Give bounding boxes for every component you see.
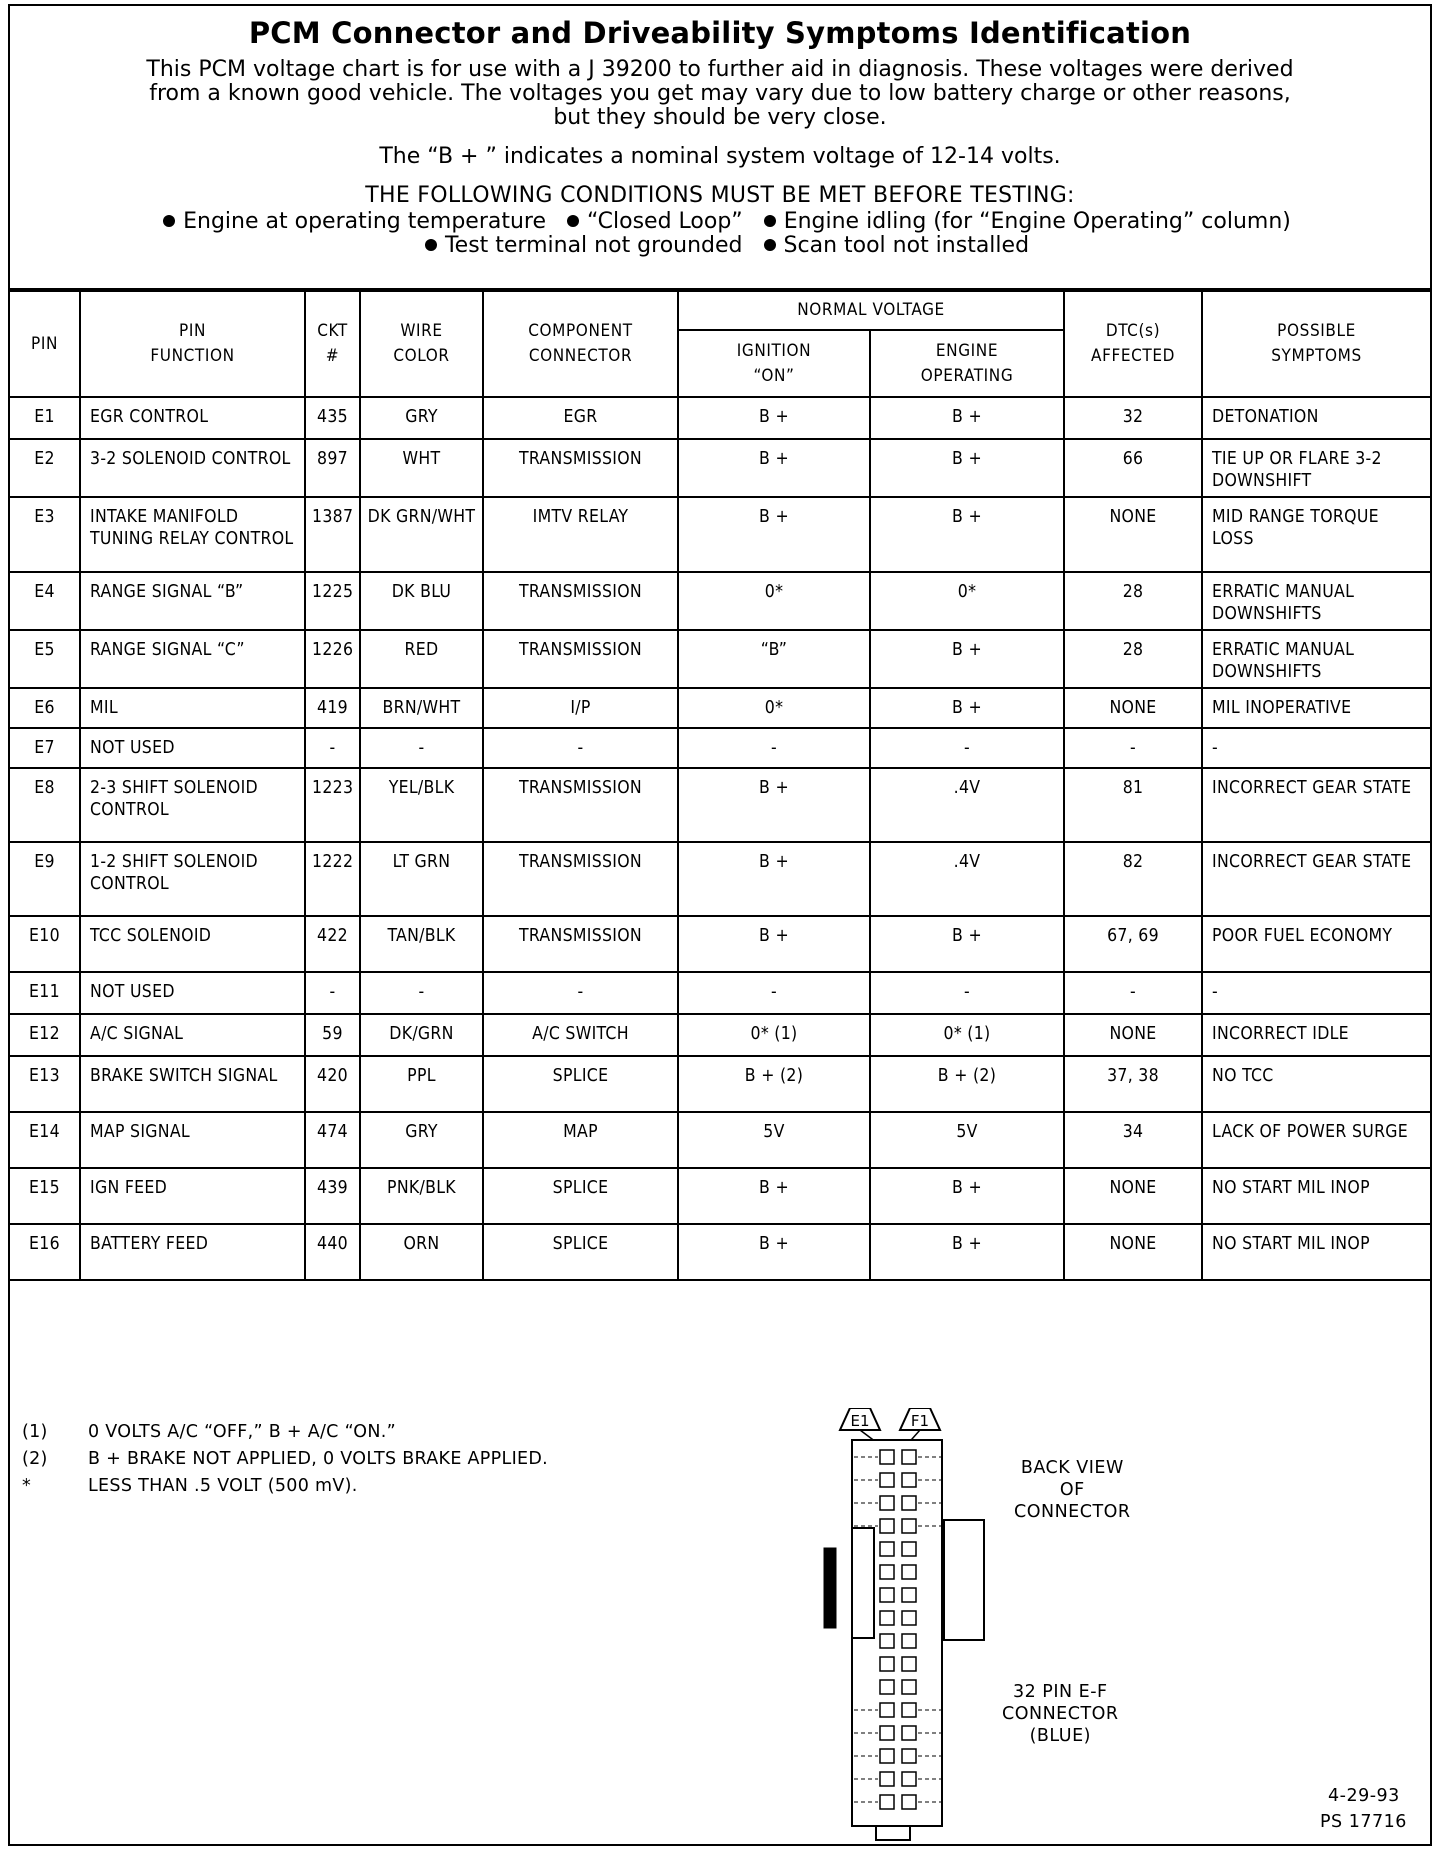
e-pin-cavity — [880, 1772, 894, 1786]
ckt-cell: 474 — [305, 1112, 360, 1168]
table-row — [10, 397, 1430, 439]
engine-voltage-cell: - — [870, 972, 1064, 1014]
wire-color-cell: LT GRN — [360, 842, 483, 916]
wire-color-cell: DK BLU — [360, 572, 483, 630]
engine-voltage-cell: B + — [870, 630, 1064, 688]
dtc-cell: 34 — [1064, 1112, 1202, 1168]
dtc-cell: 28 — [1064, 630, 1202, 688]
function-cell: 1-2 SHIFT SOLENOID CONTROL — [80, 842, 305, 916]
pin-cell: E13 — [10, 1056, 80, 1112]
back-view-label: BACK VIEW OF CONNECTOR — [1014, 1458, 1131, 1522]
table-row — [10, 728, 1430, 768]
function-cell: A/C SIGNAL — [80, 1014, 305, 1056]
pin-cell: E11 — [10, 972, 80, 1014]
component-cell: A/C SWITCH — [483, 1014, 678, 1056]
wire-color-cell: DK/GRN — [360, 1014, 483, 1056]
table-row — [10, 1056, 1430, 1112]
conditions-line-1 — [10, 210, 1430, 234]
ckt-cell: 59 — [305, 1014, 360, 1056]
component-cell: SPLICE — [483, 1168, 678, 1224]
symptoms-cell: MIL INOPERATIVE — [1202, 688, 1430, 728]
component-cell: - — [483, 728, 678, 768]
function-cell: 3-2 SOLENOID CONTROL — [80, 439, 305, 497]
function-cell: NOT USED — [80, 728, 305, 768]
wire-color-cell: GRY — [360, 1112, 483, 1168]
bullet-icon — [567, 215, 579, 227]
ckt-cell: 1387 — [305, 497, 360, 572]
ckt-cell: 1225 — [305, 572, 360, 630]
symptoms-cell: MID RANGE TORQUE LOSS — [1202, 497, 1430, 572]
footnote-3: * LESS THAN .5 VOLT (500 mV). — [22, 1476, 358, 1496]
pcm-voltage-table — [10, 290, 1430, 1281]
connector-tab — [852, 1528, 874, 1638]
table-row — [10, 1224, 1430, 1280]
dtc-cell: 37, 38 — [1064, 1056, 1202, 1112]
function-cell: IGN FEED — [80, 1168, 305, 1224]
f-pin-cavity — [902, 1450, 916, 1464]
component-cell: TRANSMISSION — [483, 842, 678, 916]
table-row — [10, 1112, 1430, 1168]
connector-diagram — [822, 1408, 1008, 1842]
symptoms-cell: - — [1202, 972, 1430, 1014]
connector-key — [876, 1826, 910, 1840]
f-pin-cavity — [902, 1703, 916, 1717]
f-pin-cavity — [902, 1542, 916, 1556]
function-cell: NOT USED — [80, 972, 305, 1014]
wire-color-cell: BRN/WHT — [360, 688, 483, 728]
connector-latch — [944, 1520, 984, 1640]
ignition-voltage-cell: B + — [678, 842, 870, 916]
f-pin-cavity — [902, 1588, 916, 1602]
table-row — [10, 630, 1430, 688]
f-pin-cavity — [902, 1726, 916, 1740]
header-symptoms: POSSIBLE SYMPTOMS — [1202, 291, 1430, 397]
pin-cell: E3 — [10, 497, 80, 572]
engine-voltage-cell: B + — [870, 497, 1064, 572]
ckt-cell: - — [305, 728, 360, 768]
dtc-cell: NONE — [1064, 1224, 1202, 1280]
engine-voltage-cell: B + — [870, 439, 1064, 497]
f-pin-cavity — [902, 1772, 916, 1786]
document-id: PS 17716 — [1320, 1812, 1407, 1832]
pin-cell: E7 — [10, 728, 80, 768]
dtc-cell: NONE — [1064, 1168, 1202, 1224]
component-cell: TRANSMISSION — [483, 572, 678, 630]
table-row — [10, 842, 1430, 916]
engine-voltage-cell: B + — [870, 916, 1064, 972]
function-cell: INTAKE MANIFOLD TUNING RELAY CONTROL — [80, 497, 305, 572]
wire-color-cell: TAN/BLK — [360, 916, 483, 972]
f-pin-cavity — [902, 1657, 916, 1671]
e-pin-cavity — [880, 1749, 894, 1763]
dtc-cell: - — [1064, 728, 1202, 768]
bullet-icon — [425, 239, 437, 251]
symptoms-cell: ERRATIC MANUAL DOWNSHIFTS — [1202, 572, 1430, 630]
engine-voltage-cell: B + — [870, 397, 1064, 439]
pin-cell: E1 — [10, 397, 80, 439]
wire-color-cell: WHT — [360, 439, 483, 497]
ignition-voltage-cell: - — [678, 728, 870, 768]
symptoms-cell: NO START MIL INOP — [1202, 1224, 1430, 1280]
table-row — [10, 768, 1430, 842]
component-cell: EGR — [483, 397, 678, 439]
ckt-cell: - — [305, 972, 360, 1014]
pin-cell: E10 — [10, 916, 80, 972]
condition-item: Engine idling (for “Engine Operating” column) — [783, 209, 1291, 234]
symptoms-cell: DETONATION — [1202, 397, 1430, 439]
component-cell: SPLICE — [483, 1224, 678, 1280]
ckt-cell: 420 — [305, 1056, 360, 1112]
bullet-icon — [764, 215, 776, 227]
ignition-voltage-cell: B + — [678, 497, 870, 572]
engine-voltage-cell: B + — [870, 1168, 1064, 1224]
component-cell: TRANSMISSION — [483, 439, 678, 497]
ckt-cell: 419 — [305, 688, 360, 728]
e1-label: E1 — [850, 1412, 870, 1430]
ckt-cell: 439 — [305, 1168, 360, 1224]
wire-color-cell: GRY — [360, 397, 483, 439]
ignition-voltage-cell: B + — [678, 916, 870, 972]
header-dtc: DTC(s) AFFECTED — [1064, 291, 1202, 397]
e-pin-cavity — [880, 1473, 894, 1487]
ckt-cell: 897 — [305, 439, 360, 497]
function-cell: MAP SIGNAL — [80, 1112, 305, 1168]
table-row — [10, 572, 1430, 630]
f-pin-cavity — [902, 1565, 916, 1579]
f-pin-cavity — [902, 1611, 916, 1625]
pin-cell: E9 — [10, 842, 80, 916]
symptoms-cell: TIE UP OR FLARE 3-2 DOWNSHIFT — [1202, 439, 1430, 497]
e-pin-cavity — [880, 1680, 894, 1694]
pin-cell: E8 — [10, 768, 80, 842]
intro-line-3: but they should be very close. — [553, 105, 887, 130]
e-pin-cavity — [880, 1657, 894, 1671]
header-normal-voltage: NORMAL VOLTAGE — [678, 291, 1064, 330]
symptoms-cell: LACK OF POWER SURGE — [1202, 1112, 1430, 1168]
f-pin-cavity — [902, 1795, 916, 1809]
component-cell: TRANSMISSION — [483, 768, 678, 842]
condition-item: Engine at operating temperature — [183, 209, 547, 234]
table-row — [10, 972, 1430, 1014]
conditions-line-2 — [10, 234, 1430, 258]
symptoms-cell: NO START MIL INOP — [1202, 1168, 1430, 1224]
ckt-cell: 1226 — [305, 630, 360, 688]
table-row — [10, 688, 1430, 728]
header-wire-color: WIRE COLOR — [360, 291, 483, 397]
pin-cell: E16 — [10, 1224, 80, 1280]
e-pin-cavity — [880, 1795, 894, 1809]
pin-cell: E14 — [10, 1112, 80, 1168]
wire-color-cell: DK GRN/WHT — [360, 497, 483, 572]
engine-voltage-cell: 0* (1) — [870, 1014, 1064, 1056]
ignition-voltage-cell: 0* — [678, 688, 870, 728]
footnote-2: (2) B + BRAKE NOT APPLIED, 0 VOLTS BRAKE APPLIED. — [22, 1449, 549, 1469]
dtc-cell: 82 — [1064, 842, 1202, 916]
intro-section — [10, 6, 1430, 290]
ignition-voltage-cell: B + — [678, 1168, 870, 1224]
symptoms-cell: INCORRECT GEAR STATE — [1202, 768, 1430, 842]
f-pin-cavity — [902, 1496, 916, 1510]
e-pin-cavity — [880, 1450, 894, 1464]
table-body — [10, 397, 1430, 1280]
f-pin-cavity — [902, 1473, 916, 1487]
dtc-cell: 67, 69 — [1064, 916, 1202, 972]
pin-cell: E12 — [10, 1014, 80, 1056]
function-cell: BATTERY FEED — [80, 1224, 305, 1280]
f-pin-cavity — [902, 1680, 916, 1694]
pin-cell: E4 — [10, 572, 80, 630]
connector-lock — [824, 1548, 836, 1628]
ignition-voltage-cell: B + (2) — [678, 1056, 870, 1112]
engine-voltage-cell: B + — [870, 688, 1064, 728]
ckt-cell: 422 — [305, 916, 360, 972]
e-pin-cavity — [880, 1634, 894, 1648]
header-pin-function: PIN FUNCTION — [80, 291, 305, 397]
engine-voltage-cell: .4V — [870, 768, 1064, 842]
header-component: COMPONENT CONNECTOR — [483, 291, 678, 397]
ignition-voltage-cell: B + — [678, 768, 870, 842]
ignition-voltage-cell: 0* — [678, 572, 870, 630]
f1-label: F1 — [910, 1412, 930, 1430]
e-pin-cavity — [880, 1703, 894, 1717]
engine-voltage-cell: B + (2) — [870, 1056, 1064, 1112]
table-row — [10, 916, 1430, 972]
function-cell: MIL — [80, 688, 305, 728]
e-pin-cavity — [880, 1565, 894, 1579]
condition-item: Scan tool not installed — [783, 233, 1030, 258]
ignition-voltage-cell: 0* (1) — [678, 1014, 870, 1056]
dtc-cell: 32 — [1064, 397, 1202, 439]
dtc-cell: 66 — [1064, 439, 1202, 497]
header-pin: PIN — [10, 291, 80, 397]
engine-voltage-cell: - — [870, 728, 1064, 768]
engine-voltage-cell: 5V — [870, 1112, 1064, 1168]
wire-color-cell: PNK/BLK — [360, 1168, 483, 1224]
e-pin-cavity — [880, 1611, 894, 1625]
symptoms-cell: ERRATIC MANUAL DOWNSHIFTS — [1202, 630, 1430, 688]
ignition-voltage-cell: B + — [678, 1224, 870, 1280]
header-engine-operating: ENGINE OPERATING — [870, 330, 1064, 397]
e-pin-cavity — [880, 1519, 894, 1533]
f-pin-cavity — [902, 1519, 916, 1533]
e-pin-cavity — [880, 1726, 894, 1740]
component-cell: IMTV RELAY — [483, 497, 678, 572]
component-cell: MAP — [483, 1112, 678, 1168]
footnotes — [22, 1419, 548, 1500]
symptoms-cell: INCORRECT GEAR STATE — [1202, 842, 1430, 916]
dtc-cell: NONE — [1064, 1014, 1202, 1056]
bullet-icon — [163, 215, 175, 227]
table-row — [10, 439, 1430, 497]
intro-line-2: from a known good vehicle. The voltages you get may vary due to low battery charge or other reasons, — [149, 81, 1291, 106]
condition-item: Test terminal not grounded — [444, 233, 743, 258]
wire-color-cell: YEL/BLK — [360, 768, 483, 842]
symptoms-cell: - — [1202, 728, 1430, 768]
symptoms-cell: INCORRECT IDLE — [1202, 1014, 1430, 1056]
connector-type-label: 32 PIN E-F CONNECTOR (BLUE) — [1002, 1682, 1119, 1746]
e-pin-cavity — [880, 1496, 894, 1510]
document-page — [8, 4, 1432, 1846]
ignition-voltage-cell: 5V — [678, 1112, 870, 1168]
pin-cell: E5 — [10, 630, 80, 688]
ckt-cell: 435 — [305, 397, 360, 439]
table-row — [10, 1168, 1430, 1224]
bullet-icon — [764, 239, 776, 251]
wire-color-cell: RED — [360, 630, 483, 688]
page-title: PCM Connector and Driveability Symptoms Identification — [248, 16, 1192, 50]
f-pin-cavity — [902, 1634, 916, 1648]
dtc-cell: - — [1064, 972, 1202, 1014]
component-cell: SPLICE — [483, 1056, 678, 1112]
condition-item: “Closed Loop” — [587, 209, 743, 234]
symptoms-cell: NO TCC — [1202, 1056, 1430, 1112]
engine-voltage-cell: B + — [870, 1224, 1064, 1280]
dtc-cell: 81 — [1064, 768, 1202, 842]
header-ckt: CKT # — [305, 291, 360, 397]
component-cell: - — [483, 972, 678, 1014]
conditions-heading: THE FOLLOWING CONDITIONS MUST BE MET BEFORE TESTING: — [365, 183, 1075, 208]
table-row — [10, 497, 1430, 572]
dtc-cell: NONE — [1064, 688, 1202, 728]
intro-line-1: This PCM voltage chart is for use with a J 39200 to further aid in diagnosis. These voltages were derived — [146, 57, 1294, 82]
engine-voltage-cell: 0* — [870, 572, 1064, 630]
ignition-voltage-cell: “B” — [678, 630, 870, 688]
component-cell: TRANSMISSION — [483, 630, 678, 688]
ckt-cell: 440 — [305, 1224, 360, 1280]
component-cell: I/P — [483, 688, 678, 728]
wire-color-cell: - — [360, 728, 483, 768]
symptoms-cell: POOR FUEL ECONOMY — [1202, 916, 1430, 972]
engine-voltage-cell: .4V — [870, 842, 1064, 916]
wire-color-cell: - — [360, 972, 483, 1014]
function-cell: 2-3 SHIFT SOLENOID CONTROL — [80, 768, 305, 842]
pin-cell: E6 — [10, 688, 80, 728]
ignition-voltage-cell: - — [678, 972, 870, 1014]
function-cell: RANGE SIGNAL “B” — [80, 572, 305, 630]
function-cell: EGR CONTROL — [80, 397, 305, 439]
header-ignition-on: IGNITION “ON” — [678, 330, 870, 397]
function-cell: BRAKE SWITCH SIGNAL — [80, 1056, 305, 1112]
dtc-cell: NONE — [1064, 497, 1202, 572]
wire-color-cell: PPL — [360, 1056, 483, 1112]
dtc-cell: 28 — [1064, 572, 1202, 630]
footnote-1: (1) 0 VOLTS A/C “OFF,” B + A/C “ON.” — [22, 1422, 397, 1442]
e-pin-cavity — [880, 1542, 894, 1556]
table-row — [10, 1014, 1430, 1056]
pin-cell: E15 — [10, 1168, 80, 1224]
ignition-voltage-cell: B + — [678, 397, 870, 439]
nominal-voltage-note: The “B + ” indicates a nominal system voltage of 12-14 volts. — [379, 144, 1061, 169]
ckt-cell: 1223 — [305, 768, 360, 842]
document-date: 4-29-93 — [1328, 1786, 1400, 1806]
wire-color-cell: ORN — [360, 1224, 483, 1280]
ignition-voltage-cell: B + — [678, 439, 870, 497]
ckt-cell: 1222 — [305, 842, 360, 916]
function-cell: RANGE SIGNAL “C” — [80, 630, 305, 688]
pin-cell: E2 — [10, 439, 80, 497]
component-cell: TRANSMISSION — [483, 916, 678, 972]
function-cell: TCC SOLENOID — [80, 916, 305, 972]
e-pin-cavity — [880, 1588, 894, 1602]
f-pin-cavity — [902, 1749, 916, 1763]
